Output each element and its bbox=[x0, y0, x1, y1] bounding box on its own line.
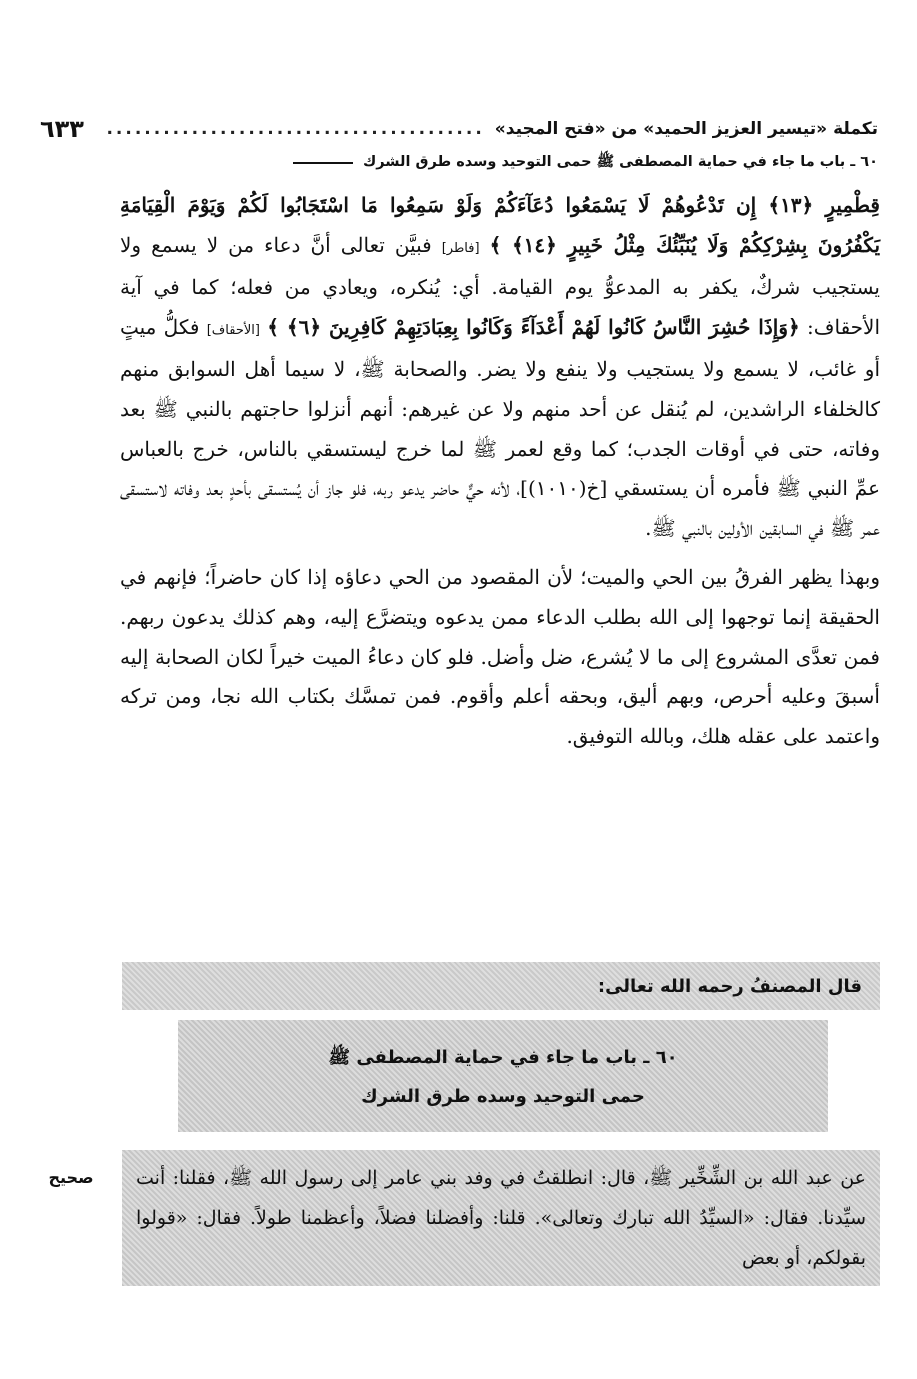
chapter-title-line-2: حمى التوحيد وسده طرق الشرك bbox=[361, 1085, 645, 1107]
quran-quote-fatir: قِطْمِيرٍ ﴿١٣﴾ إِن تَدْعُوهُمْ لَا يَسْمَعُوا دُعَآءَكُمْ وَلَوْ سَمِعُوا مَا اسْتَجَابُوا لَكُمْ وَيَوْمَ الْقِيَامَةِ يَكْفُرُونَ بِشِرْكِكُمْ وَلَا يُنَبِّئُكَ مِثْلُ خَبِيرٍ ﴿١٤﴾ ﴾ bbox=[120, 193, 881, 257]
author-heading-text: قال المصنفُ رحمه الله تعالى: bbox=[597, 975, 862, 997]
source-ahqaf: [الأحقاف] bbox=[206, 322, 260, 338]
chapter-title-line-1: ٦٠ ـ باب ما جاء في حماية المصطفى ﷺ bbox=[328, 1046, 678, 1068]
author-heading bbox=[122, 962, 880, 1010]
running-header-title: تكملة «تيسير العزيز الحميد» من «فتح المجيد» bbox=[494, 119, 878, 139]
quran-quote-ahqaf: ﴿وَإِذَا حُشِرَ النَّاسُ كَانُوا لَهُمْ أَعْدَآءً وَكَانُوا بِعِبَادَتِهِمْ كَافِرِينَ ﴿٦﴾ ﴾ bbox=[267, 314, 800, 339]
commentary-part-1: فبيَّن تعالى أنَّ دعاء من لا يسمع ولا يستجيب شركٌ، يكفر به المدعوُّ يوم القيامة. أي: يُنكره، ويعادي من فعله؛ كما في آية الأحقاف: bbox=[120, 232, 881, 339]
chapter-rule bbox=[293, 162, 353, 164]
paragraph-1 bbox=[120, 186, 880, 548]
running-header bbox=[40, 112, 878, 146]
hadith-grade-label: صحيح bbox=[48, 1168, 94, 1187]
hadith-text: عن عبد الله بن الشِّخِّير ﷺ، قال: انطلقتُ في وفد بني عامر إلى رسول الله ﷺ، فقلنا: أنت سيِّدنا. فقال: «السيِّدُ الله تبارك وتعالى». قلنا: وأفضلنا فضلاً، وأعظمنا طولاً. فقال: «قولوا بقولكم، أو بعض bbox=[136, 1167, 866, 1269]
page-number: ٦٣٣ bbox=[40, 115, 84, 143]
hadith-text-box bbox=[122, 1150, 880, 1286]
chapter-running-title-text: ٦٠ ـ باب ما جاء في حماية المصطفى ﷺ حمى التوحيد وسده طرق الشرك bbox=[362, 153, 878, 170]
commentary-part-2: فكلُّ ميتٍ أو غائب، لا يسمع ولا يستجيب ولا ينفع ولا يضر. والصحابة ﷺ، لا سيما أهل السوابق منهم كالخلفاء الراشدين، لم يُنقل عن أحد منهم ولا عن غيرهم: أنهم أنزلوا حاجتهم بالنبي ﷺ بعد وفاته، حتى في أوقات الجدب؛ كما وقع لعمر ﷺ لما خرج ليستسقي بالناس، خرج بالعباس عمِّ النبي ﷺ فأمره أن يستسقي [خ(١٠١٠)]، لأنه حيٌّ حاضر يدعو ربه، فلو جاز أن يُستسقى بأحدٍ بعد وفاته لاستسقى عمر ﷺ في السابقين الأولين بالنبي ﷺ. bbox=[120, 314, 880, 540]
source-fatir: [فاطر] bbox=[441, 240, 480, 256]
chapter-running-title bbox=[150, 150, 878, 176]
commentary-text bbox=[120, 186, 880, 756]
chapter-title-box bbox=[178, 1020, 828, 1132]
paragraph-2: وبهذا يظهر الفرقُ بين الحي والميت؛ لأن المقصود من الحي دعاؤه إذا كان حاضراً؛ فإنهم في الحقيقة إنما توجهوا إلى الله بطلب الدعاء ممن يدعوه ويتضرَّع إليه، وهم كذلك يدعون ربهم. فمن تعدَّى المشروع إلى ما لا يُشرع، ضل وأضل. فلو كان دعاءُ الميت خيراً لكان الصحابة إليه أسبقَ وعليه أحرص، وبهم أليق، وبحقه أعلم وأقوم. فمن تمسَّك بكتاب الله نجا، ومن تركه واعتمد على عقله هلك، وبالله التوفيق. bbox=[120, 565, 880, 748]
header-dot-leader: ........................................ bbox=[106, 119, 485, 139]
